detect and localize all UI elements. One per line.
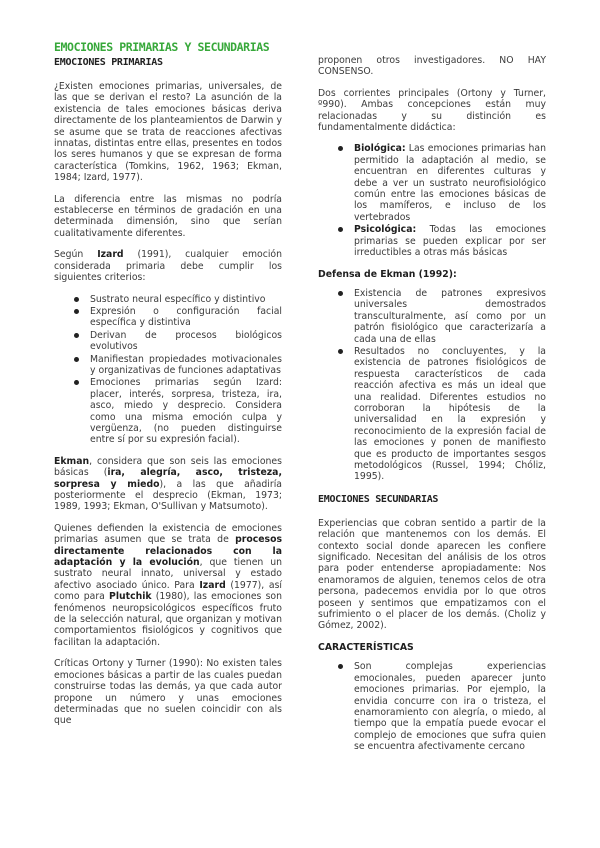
paragraph-adaptation: Quienes defienden la existencia de emociones primarias asumen que se trata de procesos directamente relacionados con la adaptación y la evolución, que tienen un sustrato neural innato, universal y estado afectivo asociado único. Para Izard (1977), así como para Plutchik (1980), las emociones son fenómenos neuropsicológicos específicos fruto de la selección natural, que organizan y motivan comportamientos fisiológicos y cognitivos que facilitan la adaptación. bbox=[54, 522, 282, 648]
characteristics-list bbox=[318, 661, 546, 752]
paragraph-izard-criteria: Según Izard (1991), cualquier emoción considerada primaria debe cumplir los siguientes criterios: bbox=[54, 249, 282, 284]
list-item: Manifiestan propiedades motivacionales y organizativas de funciones adaptativas bbox=[90, 353, 282, 376]
section-title-primary: EMOCIONES PRIMARIAS bbox=[54, 57, 163, 68]
document-title: EMOCIONES PRIMARIAS Y SECUNDARIAS bbox=[54, 40, 270, 54]
paragraph-secondary: Experiencias que cobran sentido a partir de la relación que mantenemos con los demás. El contexto social donde aparecen les confiere significado. Necesitan del análisis de los otros para poder entenderse apropiadamente: Nos enamoramos de alguien, tenemos celos de otra persona, padecemos envidia por lo que otros poseen y sentimos que empatizamos con el sufrimiento o el placer de los demás. (Choliz y Gómez, 2002). bbox=[318, 517, 546, 632]
section-title-secondary: EMOCIONES SECUNDARIAS bbox=[318, 493, 439, 505]
list-item: Existencia de patrones expresivos universales demostrados transculturalmente, así como por un patrón fisiológico que caracterizaría a cada una de ellas bbox=[354, 287, 546, 345]
right-column bbox=[318, 55, 546, 763]
list-item: Resultados no concluyentes, y la existencia de patrones fisiológicos de respuesta característicos de cada reacción afectiva es más un ideal que una realidad. Diferentes estudios no corroboran la hipótesis de la universalidad en la expresión y reconocimiento de la expresión facial de las emociones y ponen de manifiesto que es producto de importantes sesgos metodológicos (Russel, 1994; Chóliz, 1995). bbox=[354, 345, 546, 483]
list-item: Expresión o configuración facial específica y distintiva bbox=[90, 305, 282, 329]
ekman-defense-heading: Defensa de Ekman (1992): bbox=[318, 268, 457, 280]
paragraph-difference: La diferencia entre las mismas no podría establecerse en términos de gradación en una determinada dimensión, sino que serían cualitativamente diferentes. bbox=[54, 193, 282, 239]
characteristics-heading: CARACTERÍSTICAS bbox=[318, 641, 414, 653]
left-column bbox=[54, 40, 282, 737]
ekman-list bbox=[318, 288, 546, 483]
list-item: Sustrato neural específico y distintivo bbox=[90, 294, 282, 305]
paragraph-criticism: Críticas Ortony y Turner (1990): No existen tales emociones básicas a partir de las cuales puedan construirse todas las demás, ya que cada autor propone un número y unas emociones determinadas que no suelen coincidir con als que bbox=[54, 658, 282, 727]
criteria-list bbox=[54, 294, 282, 446]
paragraph-currents: Dos corrientes principales (Ortony y Turner, º990). Ambas concepciones están muy relacionadas y su distinción es fundamentalmente didáctica: bbox=[318, 87, 546, 134]
list-item: Biológica: Las emociones primarias han permitido la adaptación al medio, se encuentran en diferentes culturas y debe a ver un sustrato neurofisiológico común entre las emociones básicas de los mamíferos, e incluso de los vertebrados bbox=[354, 143, 546, 223]
list-item: Derivan de procesos biológicos evolutivos bbox=[90, 329, 282, 353]
list-item: Psicológica: Todas las emociones primarias se pueden explicar por ser irreductibles a otras más básicas bbox=[354, 224, 546, 259]
list-item: Son complejas experiencias emocionales, pueden aparecer junto emociones primarias. Por ejemplo, la envidia concurre con ira o tristeza, el enamoramiento con alegría, o miedo, al tiempo que la empatía puede evocar el complejo de emociones que sufra quien se encuentra afectivamente cercano bbox=[354, 661, 546, 753]
paragraph-consensus: proponen otros investigadores. NO HAY CONSENSO. bbox=[318, 55, 546, 78]
list-item: Emociones primarias según Izard: placer, interés, sorpresa, tristeza, ira, asco, miedo y desprecio. Considera como una misma emoción culpa y vergüenza, (no pueden distinguirse entre sí por su expresión facial). bbox=[90, 377, 282, 446]
paragraph-intro: ¿Existen emociones primarias, universales, de las que se derivan el resto? La asunción de la existencia de tales emociones básicas deriva directamente de los planteamientos de Darwin y se asume que se trata de reacciones afectivas innatas, distintas entre ellas, presentes en todos los seres humanos y que se expresan de forma característica (Tomkins, 1962, 1963; Ekman, 1984; Izard, 1977). bbox=[54, 81, 282, 184]
currents-list bbox=[318, 143, 546, 258]
paragraph-ekman: Ekman, considera que son seis las emociones básicas (ira, alegría, asco, tristeza, sorpresa y miedo), a las que añadiría posteriormente el desprecio (Ekman, 1973; 1989, 1993; Ekman, O'Sullivan y Matsumoto). bbox=[54, 455, 282, 513]
